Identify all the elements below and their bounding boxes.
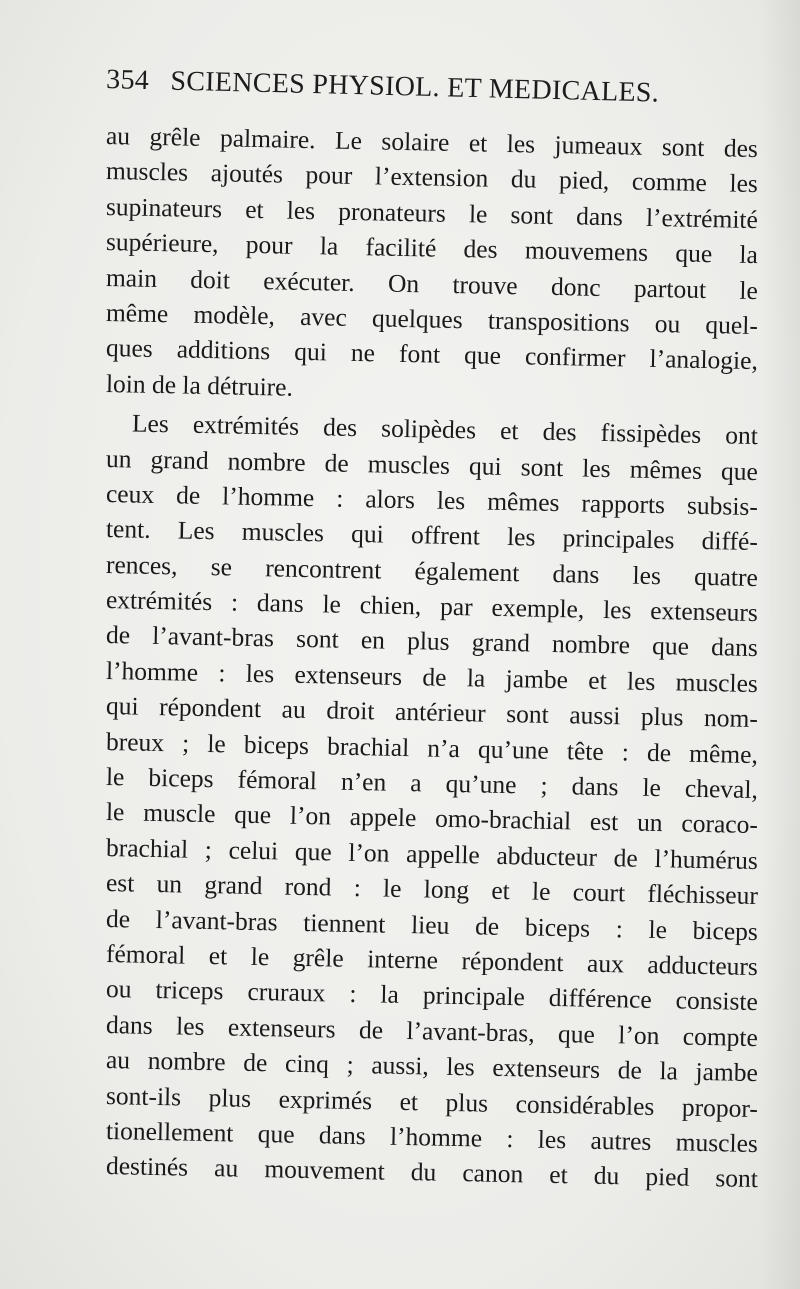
- text-line: ou triceps cruraux : la principale différence consiste: [105, 974, 759, 1017]
- text-line: destinés au mouvement du canon et du pied sont: [105, 1151, 759, 1194]
- text-line: supérieure, pour la facilité des mouvemens que la: [105, 227, 759, 270]
- text-line: extrémités : dans le chien, par exemple, les extenseurs: [105, 585, 759, 628]
- text-line: rences, se rencontrent également dans les quatre: [105, 549, 759, 592]
- text-line: tionellement que dans l’homme : les autres muscles: [105, 1115, 759, 1159]
- text-line: fémoral et le grêle interne répondent aux adducteurs: [105, 938, 759, 982]
- text-line: ceux de l’homme : alors les mêmes rapports subsis-: [105, 478, 759, 521]
- text-line: un grand nombre de muscles qui sont les mêmes que: [105, 443, 759, 486]
- running-title: SCIENCES PHYSIOL. ET MEDICALES.: [170, 65, 660, 109]
- text-body: [105, 118, 759, 1194]
- text-line: de l’avant-bras tiennent lieu de biceps : le biceps: [105, 903, 759, 946]
- text-line: muscles ajoutés pour l’extension du pied, comme les: [105, 156, 759, 199]
- text-line: dans les extenseurs de l’avant-bras, que l’on compte: [105, 1009, 759, 1052]
- text-line: le biceps fémoral n’en a qu’une ; dans le cheval,: [105, 762, 759, 805]
- text-line: main doit exécuter. On trouve donc partout le: [105, 262, 759, 305]
- text-line: l’homme : les extenseurs de la jambe et les muscles: [105, 655, 759, 698]
- text-line: même modèle, avec quelques transpositions ou quel-: [105, 297, 759, 341]
- text-line: de l’avant-bras sont en plus grand nombre que dans: [105, 620, 759, 663]
- page-number: 354: [105, 64, 150, 97]
- text-line: tent. Les muscles qui offrent les principales diffé-: [105, 514, 759, 557]
- text-line: supinateurs et les pronateurs le sont dans l’extrémité: [105, 191, 759, 234]
- text-line: au nombre de cinq ; aussi, les extenseurs de la jambe: [105, 1045, 759, 1088]
- text-line: ques additions qui ne font que confirmer l’analogie,: [105, 333, 759, 376]
- text-line: le muscle que l’on appele omo-brachial est un coraco-: [105, 797, 759, 840]
- text-line: loin de la détruire.: [105, 368, 294, 402]
- text-line: brachial ; celui que l’on appelle abducteur de l’humérus: [105, 832, 759, 875]
- page-edge-shadow: [760, 0, 800, 1289]
- text-line: au grêle palmaire. Le solaire et les jumeaux sont des: [105, 121, 759, 164]
- text-line: breux ; le biceps brachial n’a qu’une tête : de même,: [105, 726, 759, 769]
- text-line: qui répondent au droit antérieur sont aussi plus nom-: [105, 691, 759, 734]
- text-line: Les extrémités des solipèdes et des fissipèdes ont: [131, 408, 759, 451]
- text-line: sont-ils plus exprimés et plus considérables propor-: [105, 1080, 759, 1123]
- text-line: est un grand rond : le long et le court fléchisseur: [105, 868, 759, 911]
